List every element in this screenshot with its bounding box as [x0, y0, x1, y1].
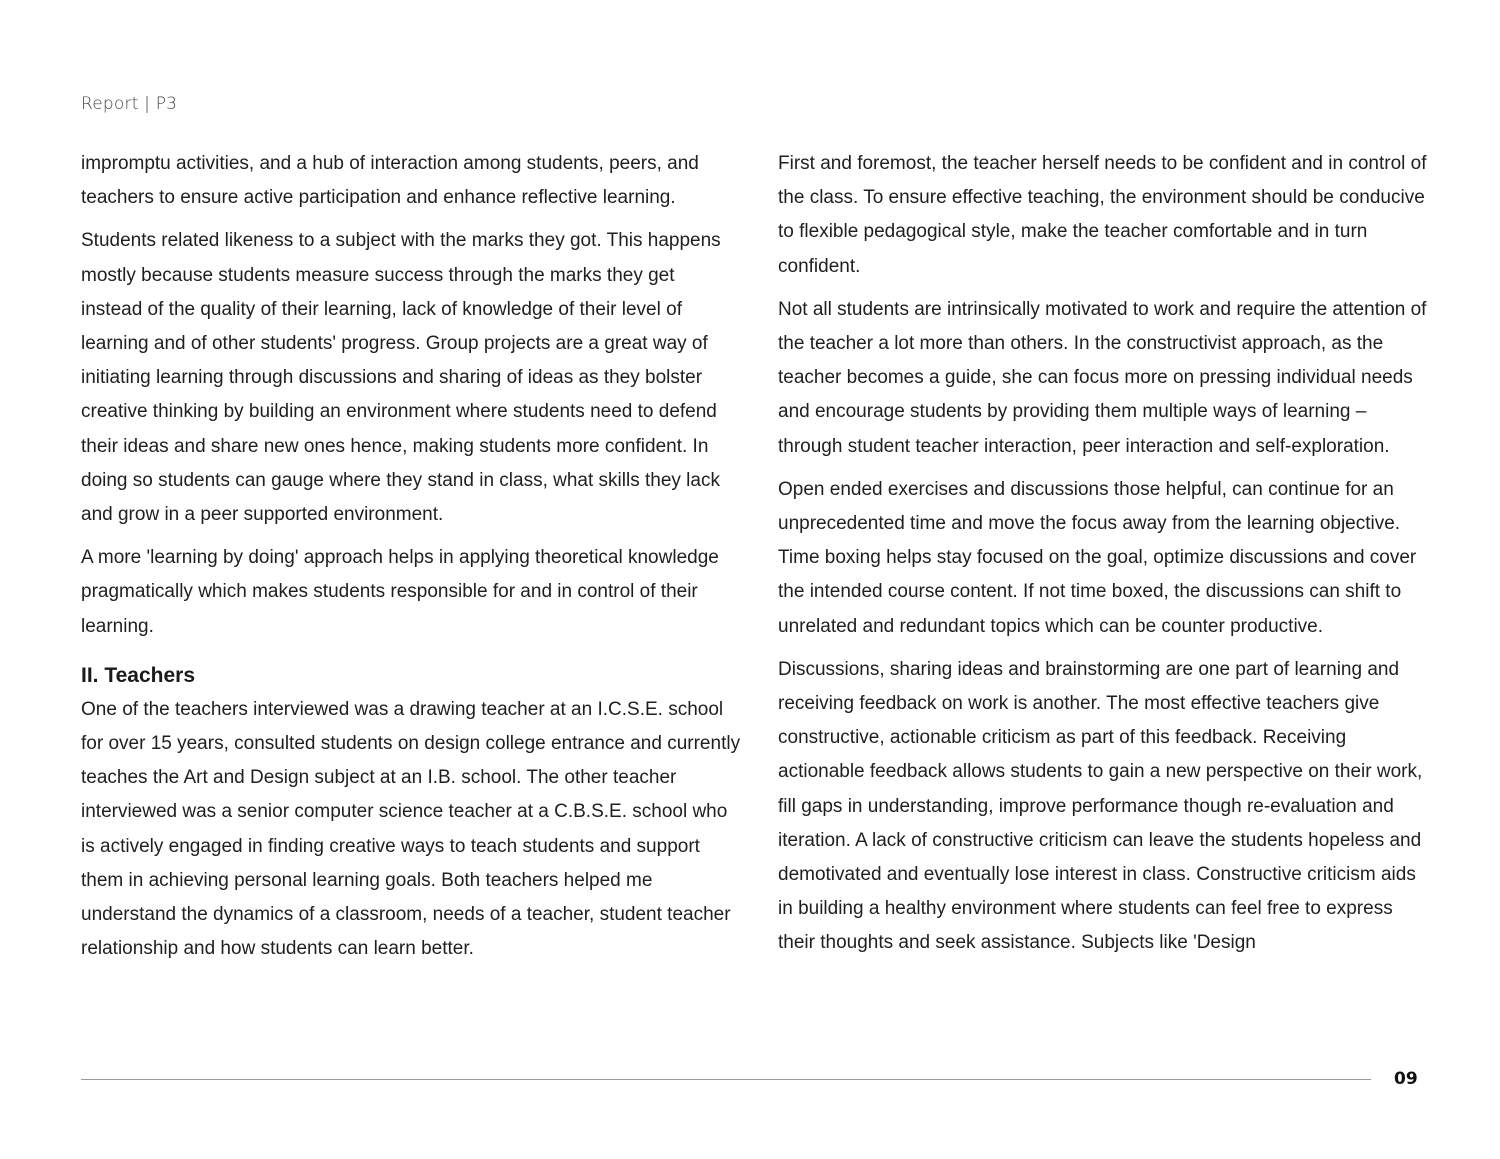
- body-paragraph: Discussions, sharing ideas and brainstorming are one part of learning and receiving feedback on work is another. The most effective teachers give constructive, actionable criticism as part of this feedback. Receiving actionable feedback allows students to gain a new perspective on their work, fill gaps in understanding, improve performance though re-evaluation and iteration. A lack of constructive criticism can leave the students hopeless and demotivated and eventually lose interest in class. Constructive criticism aids in building a healthy environment where students can feel free to express their thoughts and seek assistance. Subjects like 'Design: [778, 658, 1423, 954]
- body-paragraph: One of the teachers interviewed was a drawing teacher at an I.C.S.E. school for over 15 years, consulted students on design college entrance and currently teaches the Art and Design subject at an I.B. school. The other teacher interviewed was a senior computer science teacher at a C.B.S.E. school who is actively engaged in finding creative ways to teach students and support them in achieving personal learning goals. Both teachers helped me understand the dynamics of a classroom, needs of a teacher, student teacher relationship and how students can learn better.: [81, 698, 741, 960]
- body-paragraph: First and foremost, the teacher herself needs to be confident and in control of the class. To ensure effective teaching, the environment should be conducive to flexible pedagogical style, make the teacher comfortable and in turn confident.: [778, 153, 1427, 277]
- body-paragraph: impromptu activities, and a hub of interaction among students, peers, and teachers to ensure active participation and enhance reflective learning.: [81, 153, 699, 209]
- footer-divider: [81, 1079, 1371, 1080]
- body-paragraph: Open ended exercises and discussions those helpful, can continue for an unprecedented time and move the focus away from the learning objective. Time boxing helps stay focused on the goal, optimize discussions and cover the intended course content. If not time boxed, the discussions can shift to unrelated and redundant topics which can be counter productive.: [778, 478, 1417, 637]
- section-heading: II. Teachers: [81, 663, 196, 687]
- left-column: [81, 147, 741, 975]
- running-header: Report | P3: [81, 94, 178, 114]
- body-paragraph: A more 'learning by doing' approach helps in applying theoretical knowledge pragmatically which makes students responsible for and in control of their learning.: [81, 547, 719, 637]
- body-paragraph: Students related likeness to a subject with the marks they got. This happens mostly because students measure success through the marks they get instead of the quality of their learning, lack of knowledge of their level of learning and of other students' progress. Group projects are a great way of initiating learning through discussions and sharing of ideas as they bolster creative thinking by building an environment where students need to defend their ideas and share new ones hence, making students more confident. In doing so students can gauge where they stand in class, what skills they lack and grow in a peer supported environment.: [81, 230, 721, 526]
- page-number: 09: [1394, 1069, 1418, 1089]
- body-paragraph: Not all students are intrinsically motivated to work and require the attention of the teacher a lot more than others. In the constructivist approach, as the teacher becomes a guide, she can focus more on pressing individual needs and encourage students by providing them multiple ways of learning – through student teacher interaction, peer interaction and self-exploration.: [778, 298, 1427, 457]
- right-column: [778, 147, 1430, 970]
